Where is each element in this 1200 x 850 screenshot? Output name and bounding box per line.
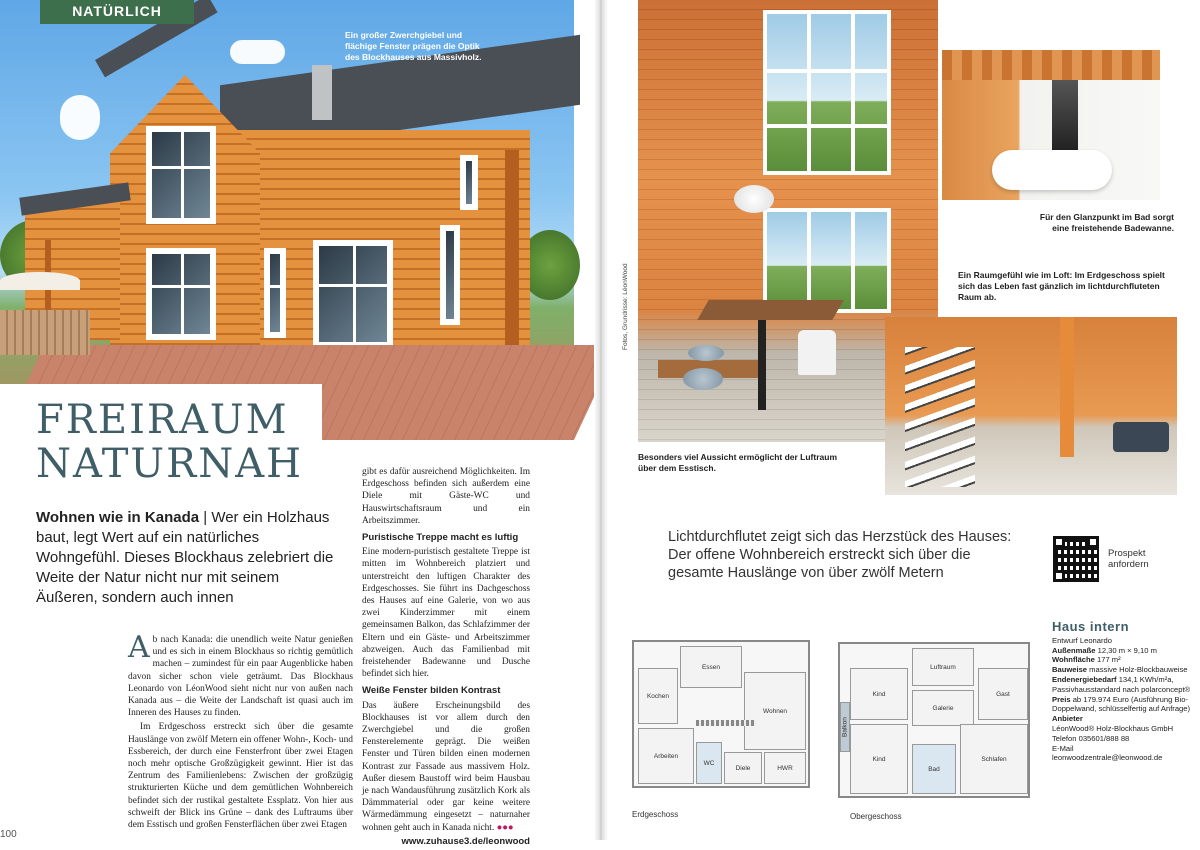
house-exterior-photo xyxy=(0,0,574,440)
info-bau xyxy=(1052,665,1192,675)
paragraph: Eine modern-puristisch gestaltete Treppe ist mitten im Wohnbereich platziert und unterstreicht den luftigen Charakter des Erdgeschosses. Sie führt ins Dachgeschoss des Hauses auf eine Galerie, von wo aus zwei Kinderzimmer mit einem gemeinsamen Balkon, das Schlafzimmer der Eltern und ein Gäste- und Arbeitszimmer abzweigen. Auch das Familienbad mit freistehender Badewanne und Dusche befindet sich hier. xyxy=(362,547,530,680)
label: Außenmaße xyxy=(1052,645,1096,655)
window xyxy=(440,225,460,325)
bathtub xyxy=(992,150,1112,190)
staircase-photo xyxy=(885,317,1177,495)
bathroom-photo xyxy=(942,50,1160,200)
wood-pillar xyxy=(1060,317,1074,457)
room-wohnen: Wohnen xyxy=(744,672,806,750)
window xyxy=(264,248,286,338)
body-column-1 xyxy=(128,630,353,833)
info-energie xyxy=(1052,675,1192,695)
hero-caption: Ein großer Zwerchgiebel und flächige Fenster prägen die Optik des Blockhauses aus Massivholz. xyxy=(345,30,482,62)
value: 12,30 m × 9,10 m xyxy=(1097,645,1157,655)
label: Entwurf xyxy=(1052,635,1078,645)
paragraph xyxy=(362,700,530,834)
window xyxy=(313,240,393,348)
section-tag: NATÜRLICH xyxy=(40,0,194,24)
prospekt-line2: anfordern xyxy=(1108,559,1149,570)
chimney xyxy=(312,65,332,120)
value: LéonWood® Holz-Blockhaus GmbH xyxy=(1052,723,1174,733)
page-number: 100 xyxy=(0,829,17,840)
room-wc: WC xyxy=(696,742,722,784)
intro-kicker: Wohnen wie in Kanada xyxy=(36,509,200,526)
room-bad: Bad xyxy=(912,744,956,794)
info-box xyxy=(1052,619,1192,763)
intro-text xyxy=(36,508,336,608)
value: 177 m² xyxy=(1097,655,1121,665)
stairs-symbol xyxy=(696,720,756,726)
cushion xyxy=(688,345,724,361)
info-email[interactable]: leonwoodzentrale@leonwood.de xyxy=(1052,753,1163,763)
info-wohn xyxy=(1052,655,1192,665)
wooden-fence xyxy=(0,310,90,355)
web-link[interactable]: www.zuhause3.de/leonwood xyxy=(401,835,530,847)
body-column-2 xyxy=(362,466,530,850)
room-kind-2: Kind xyxy=(850,724,908,794)
paragraph: b nach Kanada: die unendlich weite Natur genießen und es sich in einem Blockhaus so richtig gemütlich machen – zumindest für ein paar Augenblicke haben davon sicher schon viele geträumt. Das Blockhaus Leonardo von LéonWood sieht nicht nur von außen nach Kanada aus – die Weite der Landschaft ist quasi auch im Inneren des Hauses zu finden. xyxy=(128,635,353,719)
umbrella xyxy=(0,272,80,290)
floorplan-ground-label: Erdgeschoss xyxy=(632,810,679,819)
pull-quote: Lichtdurchflutet zeigt sich das Herzstück des Hauses: Der offene Wohnbereich erstreckt sich über die gesamte Hauslänge von über zwölf Metern xyxy=(668,529,1012,581)
room-gast: Gast xyxy=(978,668,1028,720)
intro-separator: | xyxy=(199,509,212,526)
room-galerie: Galerie xyxy=(912,690,974,726)
room-kochen: Kochen xyxy=(638,668,678,724)
staircase xyxy=(905,347,975,487)
label: Endenergiebedarf xyxy=(1052,674,1117,684)
subheading: Puristische Treppe macht es luftig xyxy=(362,532,519,544)
floorplan-upper xyxy=(838,642,1030,798)
value: 134,1 KWh/m²a, Passivhausstandard nach polarconcept® xyxy=(1052,674,1191,694)
cloud xyxy=(60,95,100,140)
pendant-lamp xyxy=(734,185,774,213)
prospekt-line1: Prospekt xyxy=(1108,548,1146,559)
paragraph: Im Erdgeschoss erstreckt sich über die gesamte Hauslänge von zwölf Metern ein offener Wohn-, Koch- und Essbereich, der durch eine Fensterfront über zwei Etagen noch mehr optische Großzügigkeit gewinnt. Hier ist das Zentrum des Familienlebens: Zwischen der großzügig strukturierten Küche und dem gemütlichen Wohnbereich befindet sich der rustikal gestaltete Essplatz. Von hier aus schweift der Blick ins Grüne – dank des Luftraums über dem Esstisch und großen Fensterflächen über zwei Etagen xyxy=(128,722,353,831)
paragraph-text: Das äußere Erscheinungsbild des Blockhauses ist vor allem durch den Zwerchgiebel und die großen Fensterelemente geprägt. Die weißen Fenster und Türen bilden einen modernen Kontrast zur Fassade aus massivem Holz. Außer diesem Baustoff wird beim Hausbau je nach Wandausführung zusätzlich Kork als Dämmmaterial oder gar keine weitere Wärmedämmung eingesetzt – naturnaher wohnen geht auch in Kanada nicht. xyxy=(362,700,530,833)
info-preis xyxy=(1052,695,1192,715)
label: Anbieter xyxy=(1052,714,1083,724)
shower xyxy=(1052,80,1078,150)
chair xyxy=(798,330,836,375)
end-dots: ●●● xyxy=(496,822,514,833)
subheading: Weiße Fenster bilden Kontrast xyxy=(362,685,501,697)
value: Leonardo xyxy=(1079,635,1112,645)
window xyxy=(146,248,216,340)
qr-code[interactable] xyxy=(1053,536,1099,582)
info-aussen xyxy=(1052,646,1192,656)
book-spine xyxy=(594,0,608,840)
dropcap: A xyxy=(128,630,150,665)
table-leg xyxy=(758,320,766,410)
headline-line2: NATURNAH xyxy=(36,441,303,487)
floorplan-upper-label: Obergeschoss xyxy=(850,812,902,821)
intro-body: Wer ein Holzhaus baut, legt Wert auf ein natürliches Wohngefühl. Dieses Blockhaus zelebriert die Weite der Natur nicht nur mit seinem Äußeren, sondern auch innen xyxy=(36,509,334,606)
room-essen: Essen xyxy=(680,646,742,688)
cushion xyxy=(683,368,723,390)
room-luftraum: Luftraum xyxy=(912,648,974,686)
paragraph: gibt es dafür ausreichend Möglichkeiten. Im Erdgeschoss befinden sich außerdem eine Diele mit Gäste-WC und Hauswirtschaftsraum und ein Arbeitszimmer. xyxy=(362,467,530,526)
caption-loft: Besonders viel Aussicht ermöglicht der Luftraum über dem Esstisch. xyxy=(638,452,838,473)
label: Wohnfläche xyxy=(1052,655,1095,665)
caption-bath: Für den Glanzpunkt im Bad sorgt eine freistehende Badewanne. xyxy=(1039,212,1174,233)
floorplan-ground xyxy=(632,640,810,788)
info-anbieter xyxy=(1052,714,1192,734)
room-balkon: Balkon xyxy=(840,702,850,752)
cloud xyxy=(230,40,285,64)
room-hwr: HWR xyxy=(764,752,806,784)
room-kind-1: Kind xyxy=(850,668,908,720)
room-arbeiten: Arbeiten xyxy=(638,728,694,784)
info-entwurf xyxy=(1052,636,1192,646)
info-email-label: E-Mail xyxy=(1052,743,1074,753)
label: Bauweise xyxy=(1052,665,1088,675)
label: Preis xyxy=(1052,694,1071,704)
upper-window xyxy=(763,10,891,175)
caption-stair: Ein Raumgefühl wie im Loft: Im Erdgeschoss spielt sich das Leben fast gänzlich im lichtdurchfluteten Raum ab. xyxy=(958,270,1165,302)
gable-window xyxy=(146,126,216,224)
headline xyxy=(36,398,303,486)
room-diele: Diele xyxy=(724,752,762,784)
prospekt-link[interactable] xyxy=(1108,548,1149,570)
right-page xyxy=(600,0,1200,840)
lower-window xyxy=(763,208,891,313)
room-schlafen: Schlafen xyxy=(960,724,1028,794)
dining-table xyxy=(697,300,844,320)
left-page xyxy=(0,0,600,847)
info-title: Haus intern xyxy=(1052,619,1130,634)
sofa xyxy=(1113,422,1169,452)
info-telefon: Telefon 035601/888 88 xyxy=(1052,733,1130,743)
photo-credit: Fotos, Grundrisse: LéonWood xyxy=(622,263,629,350)
headline-line1: FREIRAUM xyxy=(36,397,289,443)
window xyxy=(460,155,478,210)
value: ab 179.974 Euro (Ausführung Bio-Doppelwand, schlüsselfertig auf Anfrage) xyxy=(1052,694,1191,714)
value: massive Holz-Blockbauweise xyxy=(1089,665,1188,675)
